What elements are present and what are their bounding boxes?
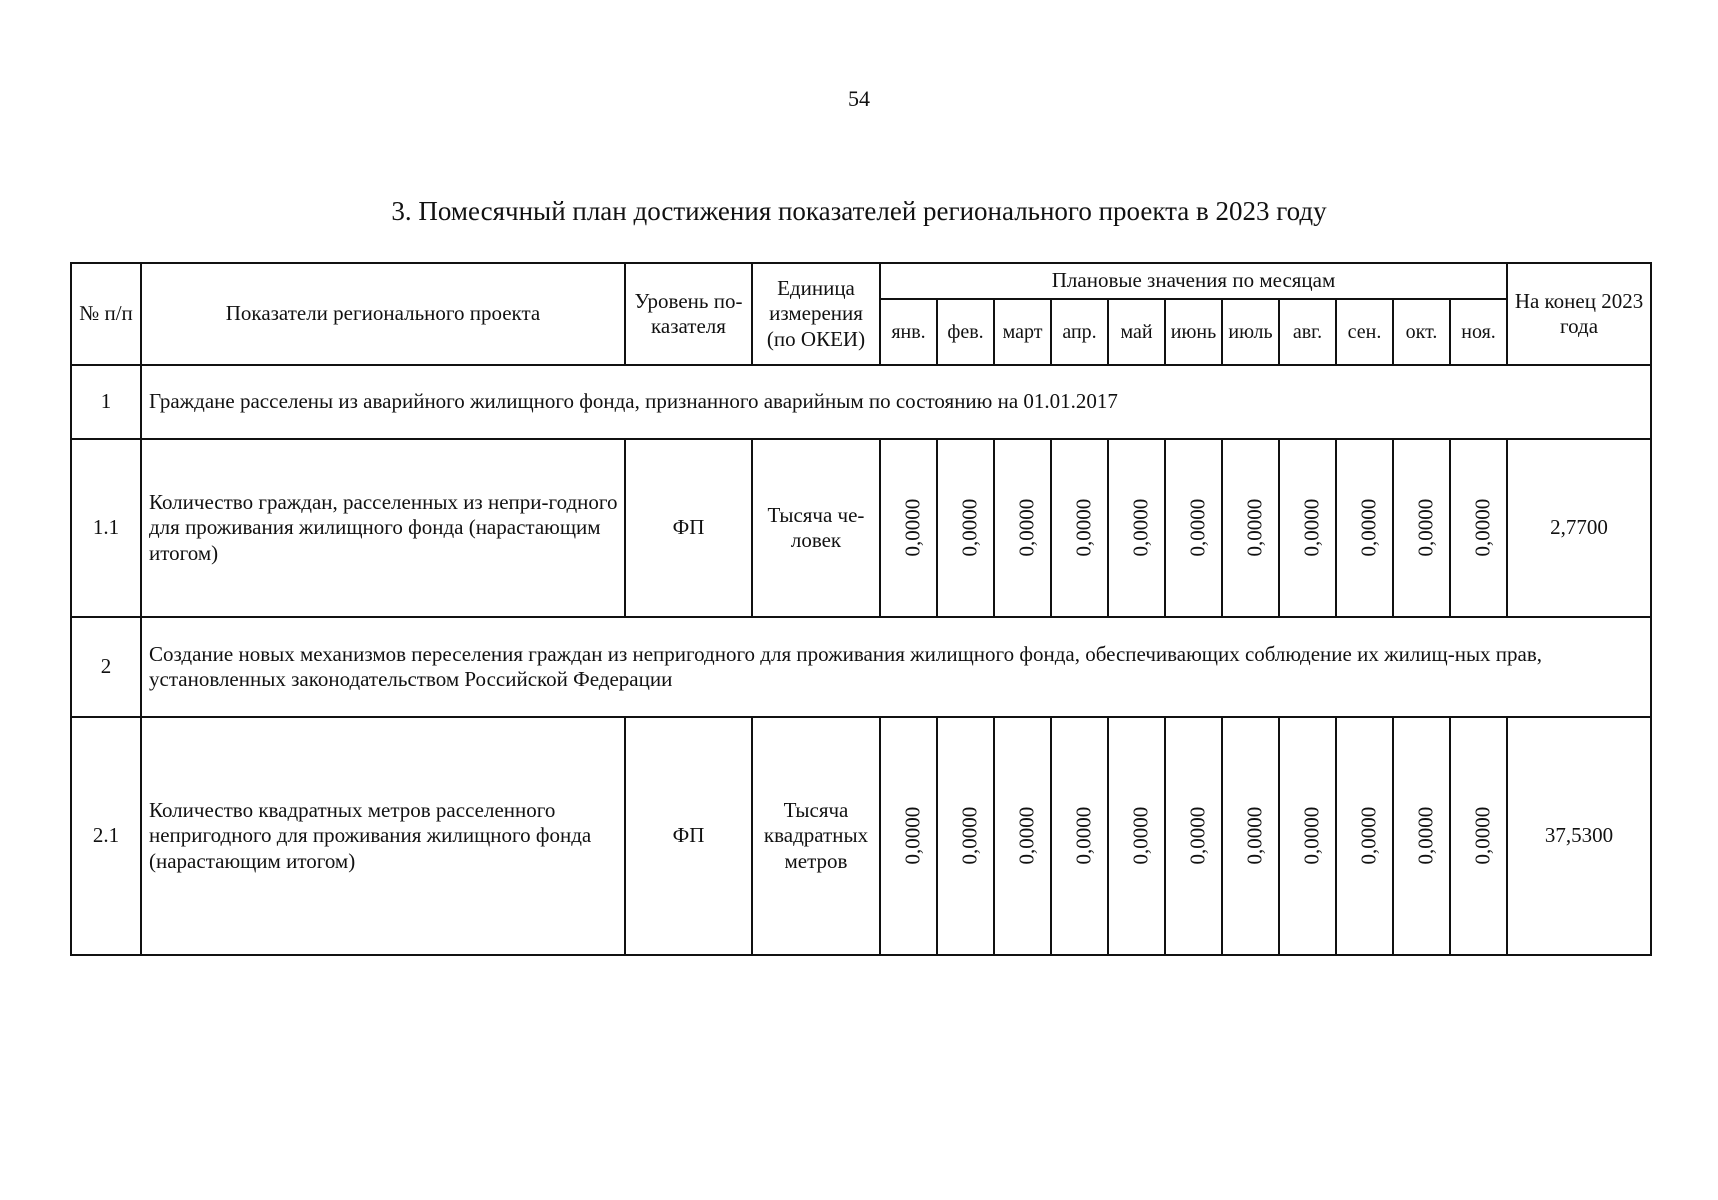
month-header: окт. xyxy=(1393,299,1450,365)
table-row xyxy=(71,717,1651,955)
month-value: 0,0000 xyxy=(1299,807,1324,865)
month-value: 0,0000 xyxy=(1299,499,1324,557)
header-row xyxy=(71,263,1651,299)
month-value-cell xyxy=(937,717,994,955)
month-value-cell xyxy=(1450,439,1507,617)
month-value: 0,0000 xyxy=(1014,499,1039,557)
end-of-year-value: 37,5300 xyxy=(1507,717,1651,955)
month-value-cell xyxy=(1222,717,1279,955)
table-row xyxy=(71,439,1651,617)
indicator-level: ФП xyxy=(625,717,752,955)
unit-of-measure: Тысяча че-ловек xyxy=(752,439,880,617)
month-value: 0,0000 xyxy=(957,499,982,557)
month-value-cell xyxy=(1336,439,1393,617)
header-indicator: Показатели регионального проекта xyxy=(141,263,625,365)
section-num: 1 xyxy=(71,365,141,439)
month-value-cell xyxy=(1279,439,1336,617)
month-value-cell xyxy=(1051,717,1108,955)
month-value: 0,0000 xyxy=(1128,807,1153,865)
month-value-cell xyxy=(1222,439,1279,617)
month-value: 0,0000 xyxy=(900,807,925,865)
page-title: 3. Помесячный план достижения показателей регионального проекта в 2023 году xyxy=(391,196,1327,226)
month-value-cell xyxy=(880,439,937,617)
end-of-year-value: 2,7700 xyxy=(1507,439,1651,617)
month-header: июнь xyxy=(1165,299,1222,365)
month-value: 0,0000 xyxy=(1470,807,1495,865)
month-value-cell xyxy=(994,717,1051,955)
page-number: 54 xyxy=(848,86,870,111)
month-value: 0,0000 xyxy=(1356,807,1381,865)
indicator-level: ФП xyxy=(625,439,752,617)
month-value-cell xyxy=(1051,439,1108,617)
month-value: 0,0000 xyxy=(1356,499,1381,557)
month-header: фев. xyxy=(937,299,994,365)
header-planned-values: Плановые значения по месяцам xyxy=(880,263,1507,299)
month-value-cell xyxy=(1165,717,1222,955)
month-value: 0,0000 xyxy=(1071,807,1096,865)
indicator-name: Количество граждан, расселенных из непри-годного для проживания жилищного фонда (нарастающим итогом) xyxy=(141,439,625,617)
section-row xyxy=(71,617,1651,717)
header-end-of-year: На конец 2023 года xyxy=(1507,263,1651,365)
row-num: 1.1 xyxy=(71,439,141,617)
month-header: сен. xyxy=(1336,299,1393,365)
month-value: 0,0000 xyxy=(1071,499,1096,557)
month-header: ноя. xyxy=(1450,299,1507,365)
section-title: Создание новых механизмов переселения граждан из непригодного для проживания жилищного фонда, обеспечивающих соблюдение их жилищ-ных прав, установленных законодательством Российской Федерации xyxy=(141,617,1651,717)
month-value: 0,0000 xyxy=(1185,499,1210,557)
month-value-cell xyxy=(1393,717,1450,955)
month-header: март xyxy=(994,299,1051,365)
month-value: 0,0000 xyxy=(1413,807,1438,865)
month-header: май xyxy=(1108,299,1165,365)
section-num: 2 xyxy=(71,617,141,717)
unit-of-measure: Тысяча квадратных метров xyxy=(752,717,880,955)
plan-table xyxy=(70,262,1652,956)
month-value: 0,0000 xyxy=(1014,807,1039,865)
month-value-cell xyxy=(1108,717,1165,955)
row-num: 2.1 xyxy=(71,717,141,955)
month-header: янв. xyxy=(880,299,937,365)
month-value-cell xyxy=(880,717,937,955)
month-value: 0,0000 xyxy=(1470,499,1495,557)
month-value: 0,0000 xyxy=(1128,499,1153,557)
month-value: 0,0000 xyxy=(1242,499,1267,557)
month-value: 0,0000 xyxy=(1185,807,1210,865)
month-value: 0,0000 xyxy=(1413,499,1438,557)
month-value-cell xyxy=(1336,717,1393,955)
month-value-cell xyxy=(937,439,994,617)
section-row xyxy=(71,365,1651,439)
header-unit: Единица измерения (по ОКЕИ) xyxy=(752,263,880,365)
header-num: № п/п xyxy=(71,263,141,365)
header-level: Уровень по-казателя xyxy=(625,263,752,365)
month-value-cell xyxy=(1450,717,1507,955)
month-value-cell xyxy=(1108,439,1165,617)
month-value: 0,0000 xyxy=(957,807,982,865)
indicator-name: Количество квадратных метров расселенного непригодного для проживания жилищного фонда (нарастающим итогом) xyxy=(141,717,625,955)
section-title: Граждане расселены из аварийного жилищного фонда, признанного аварийным по состоянию на 01.01.2017 xyxy=(141,365,1651,439)
month-value: 0,0000 xyxy=(900,499,925,557)
month-header: авг. xyxy=(1279,299,1336,365)
month-value: 0,0000 xyxy=(1242,807,1267,865)
month-header: июль xyxy=(1222,299,1279,365)
month-value-cell xyxy=(1279,717,1336,955)
month-value-cell xyxy=(994,439,1051,617)
month-value-cell xyxy=(1165,439,1222,617)
month-header: апр. xyxy=(1051,299,1108,365)
month-value-cell xyxy=(1393,439,1450,617)
